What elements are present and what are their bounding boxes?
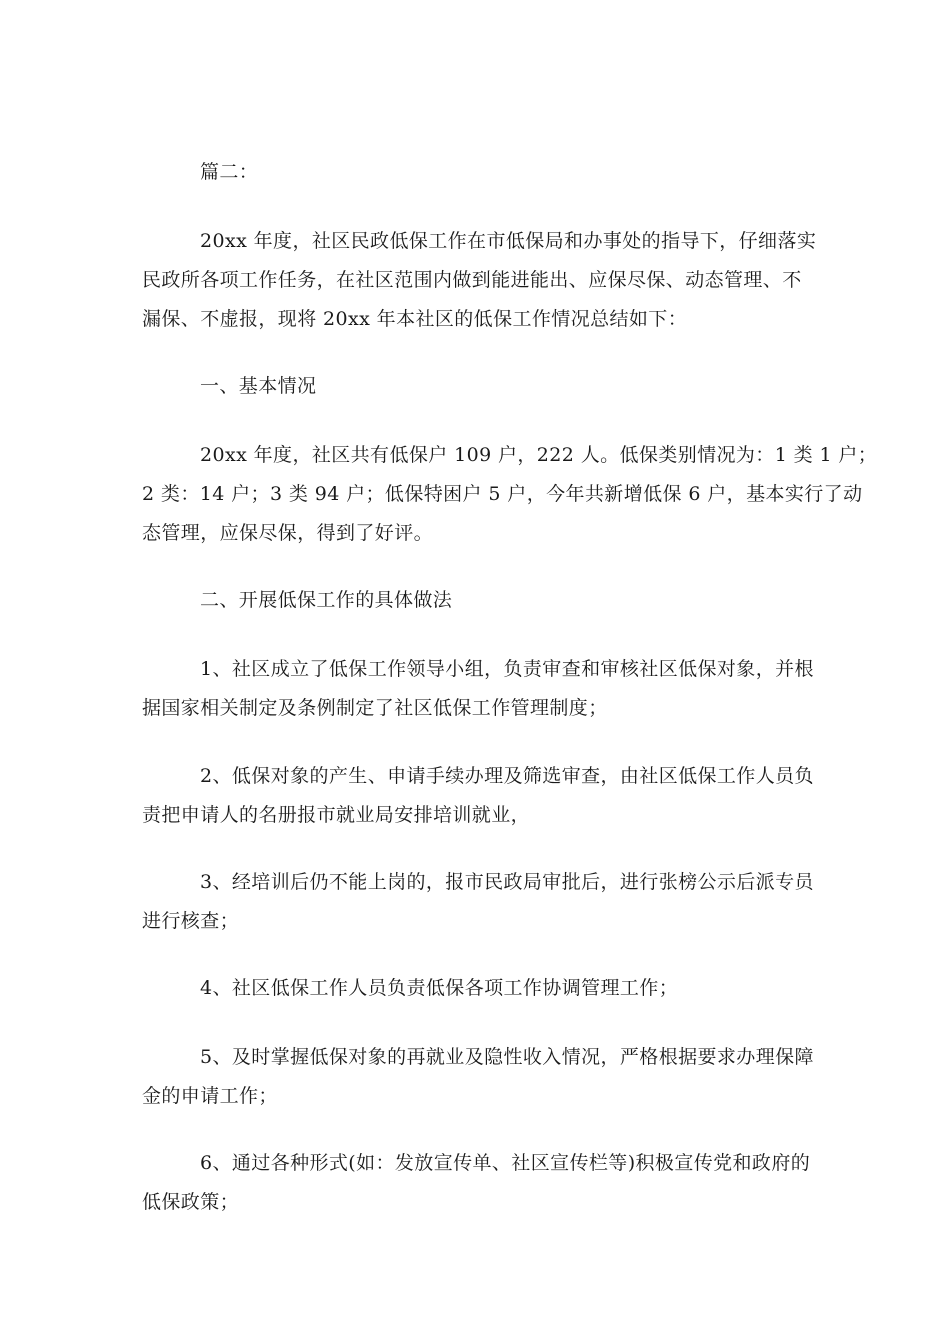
item-4-line-1: 4、社区低保工作人员负责低保各项工作协调管理工作； — [200, 977, 679, 999]
item-5-line-1: 5、及时掌握低保对象的再就业及隐性收入情况，严格根据要求办理保障 — [200, 1046, 814, 1068]
list-item-3 — [142, 863, 814, 941]
list-item-2 — [142, 757, 814, 835]
heading-methods-text: 二、开展低保工作的具体做法 — [200, 589, 453, 611]
list-item-6 — [142, 1144, 814, 1222]
intro-line-1: 20xx 年度，社区民政低保工作在市低保局和办事处的指导下，仔细落实 — [200, 230, 817, 252]
item-2-line-2: 责把申请人的名册报市就业局安排培训就业， — [142, 804, 531, 826]
item-2-line-1: 2、低保对象的产生、申请手续办理及筛选审查，由社区低保工作人员负 — [200, 765, 814, 787]
item-5-line-2: 金的申请工作； — [142, 1085, 278, 1107]
heading-basic-info-text: 一、基本情况 — [200, 375, 317, 397]
intro-line-2: 民政所各项工作任务，在社区范围内做到能进能出、应保尽保、动态管理、不 — [142, 269, 802, 291]
list-item-1 — [142, 650, 814, 728]
section-label — [142, 153, 814, 192]
item-3-line-2: 进行核查； — [142, 910, 240, 932]
basic-info-line-1: 20xx 年度，社区共有低保户 109 户，222 人。低保类别情况为：1 类 1 户； — [200, 444, 878, 466]
section-label-text: 篇二： — [200, 161, 259, 183]
intro-line-3: 漏保、不虚报，现将 20xx 年本社区的低保工作情况总结如下： — [142, 308, 688, 330]
item-1-line-2: 据国家相关制定及条例制定了社区低保工作管理制度； — [142, 697, 608, 719]
heading-methods — [142, 581, 814, 620]
basic-info-paragraph — [142, 436, 878, 553]
list-item-4 — [142, 969, 814, 1008]
item-3-line-1: 3、经培训后仍不能上岗的，报市民政局审批后，进行张榜公示后派专员 — [200, 871, 814, 893]
basic-info-line-3: 态管理，应保尽保，得到了好评。 — [142, 522, 434, 544]
item-1-line-1: 1、社区成立了低保工作领导小组，负责审查和审核社区低保对象，并根 — [200, 658, 814, 680]
list-item-5 — [142, 1038, 814, 1116]
basic-info-line-2: 2 类：14 户；3 类 94 户；低保特困户 5 户，今年共新增低保 6 户，基本实行了动 — [142, 483, 863, 505]
item-6-line-1: 6、通过各种形式(如：发放宣传单、社区宣传栏等)积极宣传党和政府的 — [200, 1152, 811, 1174]
heading-basic-info — [142, 367, 814, 406]
item-6-line-2: 低保政策； — [142, 1191, 240, 1213]
intro-paragraph — [142, 222, 817, 339]
